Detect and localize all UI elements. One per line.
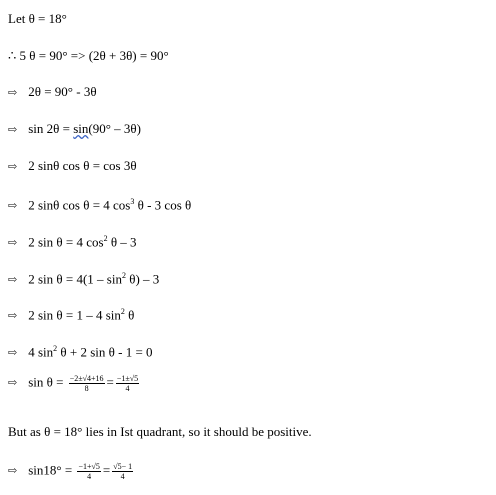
line-5theta	[8, 48, 169, 63]
text: 2 sin θ = 1 – 4 sin	[28, 307, 121, 323]
text: θ + 2 sin θ - 1 = 0	[57, 344, 153, 360]
text: 2 sinθ cos θ = cos 3θ	[28, 158, 137, 173]
text: sin θ =	[28, 374, 64, 390]
exponent: 2	[103, 234, 108, 243]
line-let-theta	[8, 11, 67, 26]
denominator: 4	[87, 472, 92, 481]
arrow-icon: ⇨	[8, 274, 18, 287]
denominator: 4	[125, 384, 130, 393]
line-step-7	[8, 304, 134, 324]
exponent: 2	[120, 307, 125, 316]
line-step-1	[8, 84, 97, 101]
text: sin18° =	[28, 462, 73, 478]
line-step-8	[8, 341, 153, 361]
numerator: −2±√4+16	[69, 374, 104, 383]
arrow-icon: ⇨	[8, 124, 18, 136]
arrow-icon: ⇨	[8, 87, 18, 99]
exponent: 3	[130, 197, 135, 206]
text: (90° – 3θ)	[88, 121, 141, 136]
spellcheck-word: sin	[73, 121, 89, 136]
text: ∴ 5 θ = 90° => (2θ + 3θ) = 90°	[8, 48, 169, 63]
text: =	[102, 462, 111, 478]
text: sin 2θ =	[28, 121, 74, 136]
text: Let θ = 18°	[8, 11, 67, 26]
text: 2θ = 90° - 3θ	[28, 84, 97, 99]
text: But as θ = 18° lies in Ist quadrant, so it should be positive.	[8, 424, 312, 439]
denominator: 8	[84, 384, 89, 393]
numerator: −1±√5	[116, 374, 139, 383]
text: θ - 3 cos θ	[134, 197, 192, 213]
fraction	[69, 374, 105, 393]
text: 2 sin θ = 4(1 – sin	[28, 271, 122, 287]
text: 2 sinθ cos θ = 4 cos	[28, 197, 131, 213]
line-step-6	[8, 268, 159, 288]
line-step-9	[8, 374, 141, 393]
line-step-2	[8, 121, 141, 138]
text: θ	[124, 307, 135, 323]
exponent: 2	[121, 271, 126, 280]
arrow-icon: ⇨	[8, 377, 18, 390]
fraction	[77, 462, 100, 481]
arrow-icon: ⇨	[8, 310, 18, 323]
line-step-3	[8, 158, 137, 175]
arrow-icon: ⇨	[8, 237, 18, 250]
line-final	[8, 462, 135, 481]
line-conclusion	[8, 424, 312, 439]
arrow-icon: ⇨	[8, 161, 18, 173]
fraction	[112, 462, 133, 481]
text: 4 sin	[28, 344, 54, 360]
text: θ) – 3	[125, 271, 160, 287]
numerator: √5− 1	[113, 462, 133, 471]
denominator: 4	[120, 472, 125, 481]
arrow-icon: ⇨	[8, 200, 18, 213]
fraction	[116, 374, 139, 393]
text: =	[106, 374, 114, 390]
line-step-4	[8, 194, 191, 214]
text: θ – 3	[107, 234, 137, 250]
line-step-5	[8, 231, 137, 251]
arrow-icon: ⇨	[8, 465, 18, 478]
arrow-icon: ⇨	[8, 347, 18, 360]
text: 2 sin θ = 4 cos	[28, 234, 104, 250]
numerator: −1+√5	[78, 462, 100, 471]
exponent: 2	[53, 344, 58, 353]
